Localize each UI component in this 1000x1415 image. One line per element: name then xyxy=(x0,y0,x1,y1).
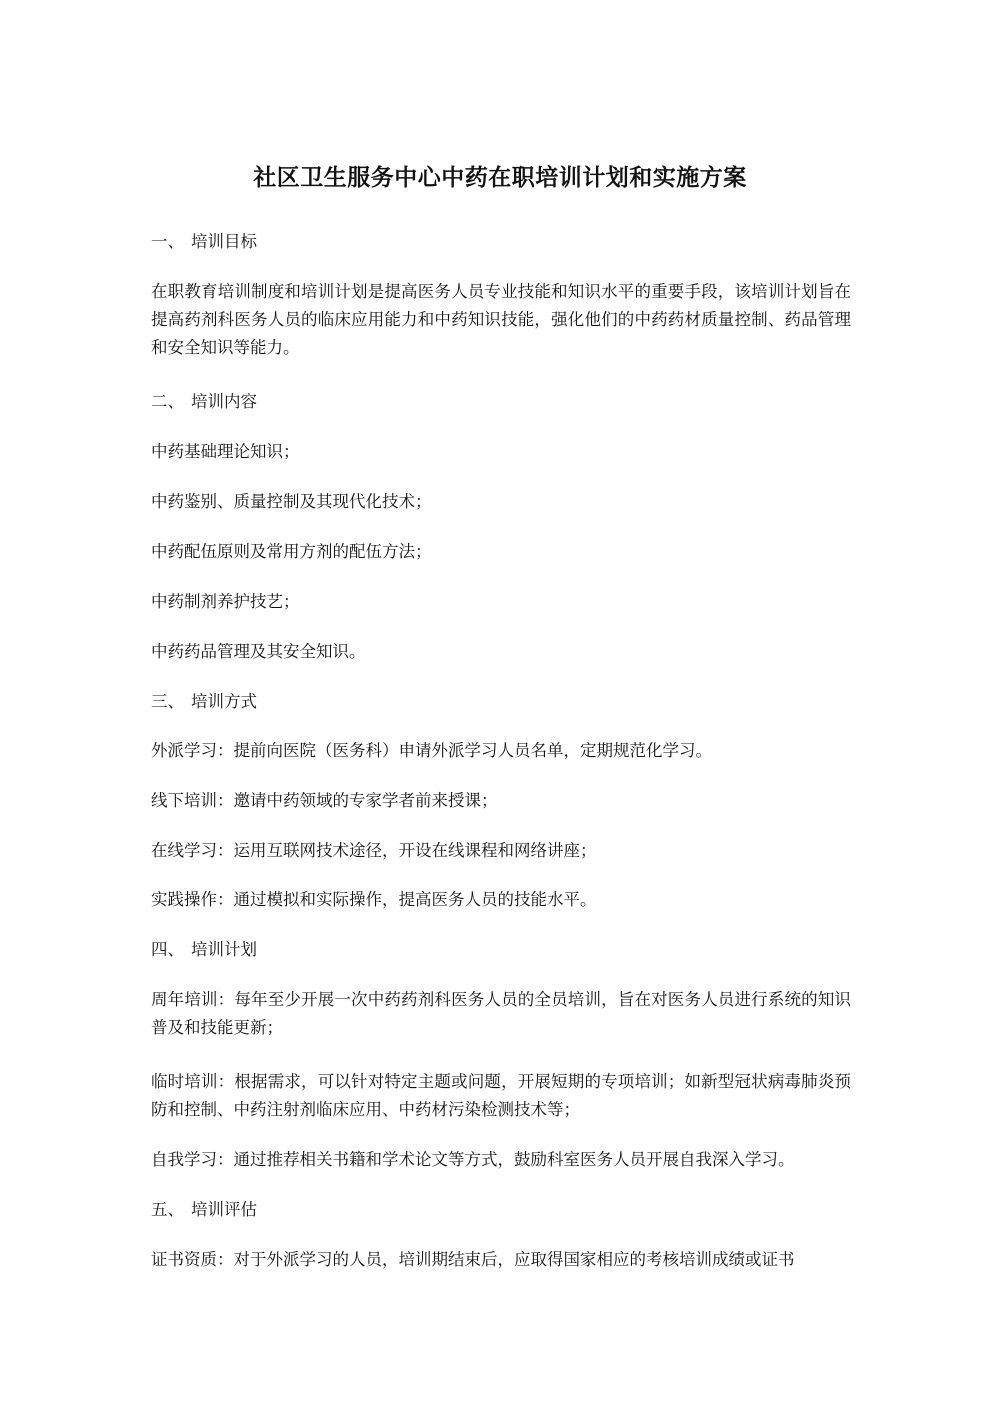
list-item: 中药药品管理及其安全知识。 xyxy=(151,642,366,661)
paragraph: 周年培训：每年至少开展一次中药药剂科医务人员的全员培训，旨在对医务人员进行系统的知识普及和技能更新； xyxy=(151,990,851,1037)
list-item: 中药鉴别、质量控制及其现代化技术； xyxy=(151,492,432,511)
section-heading-2 xyxy=(151,388,851,416)
section-title: 培训目标 xyxy=(191,232,257,251)
section-title: 培训评估 xyxy=(191,1200,257,1219)
paragraph: 自我学习：通过推荐相关书籍和学术论文等方式，鼓励科室医务人员开展自我深入学习。 xyxy=(151,1150,795,1169)
section-number: 四、 xyxy=(151,940,184,959)
list-item: 中药制剂养护技艺； xyxy=(151,592,300,611)
paragraph: 证书资质：对于外派学习的人员，培训期结束后，应取得国家相应的考核培训成绩或证书 xyxy=(151,1250,795,1269)
list-item: 在线学习：运用互联网技术途径，开设在线课程和网络讲座； xyxy=(151,841,597,860)
list-item: 中药配伍原则及常用方剂的配伍方法； xyxy=(151,542,432,561)
section-heading-1 xyxy=(151,228,851,256)
list-item: 实践操作：通过模拟和实际操作，提高医务人员的技能水平。 xyxy=(151,890,597,909)
section-title: 培训计划 xyxy=(191,940,257,959)
section-number: 一、 xyxy=(151,232,184,251)
section-heading-5 xyxy=(151,1196,851,1224)
section-title: 培训方式 xyxy=(191,692,257,711)
list-item: 中药基础理论知识； xyxy=(151,442,300,461)
section-heading-4 xyxy=(151,936,851,964)
section-number: 五、 xyxy=(151,1200,184,1219)
list-item: 线下培训：邀请中药领域的专家学者前来授课； xyxy=(151,791,498,810)
section-heading-3 xyxy=(151,688,851,716)
document-title: 社区卫生服务中心中药在职培训计划和实施方案 xyxy=(253,165,747,191)
section-number: 三、 xyxy=(151,692,184,711)
section-title: 培训内容 xyxy=(191,392,257,411)
section-number: 二、 xyxy=(151,392,184,411)
paragraph: 在职教育培训制度和培训计划是提高医务人员专业技能和知识水平的重要手段，该培训计划旨在提高药剂科医务人员的临床应用能力和中药知识技能，强化他们的中药药材质量控制、药品管理和安全知识等能力。 xyxy=(151,282,851,357)
paragraph: 临时培训：根据需求，可以针对特定主题或问题，开展短期的专项培训；如新型冠状病毒肺炎预防和控制、中药注射剂临床应用、中药材污染检测技术等； xyxy=(151,1072,851,1119)
list-item: 外派学习：提前向医院（医务科）申请外派学习人员名单，定期规范化学习。 xyxy=(151,741,712,760)
